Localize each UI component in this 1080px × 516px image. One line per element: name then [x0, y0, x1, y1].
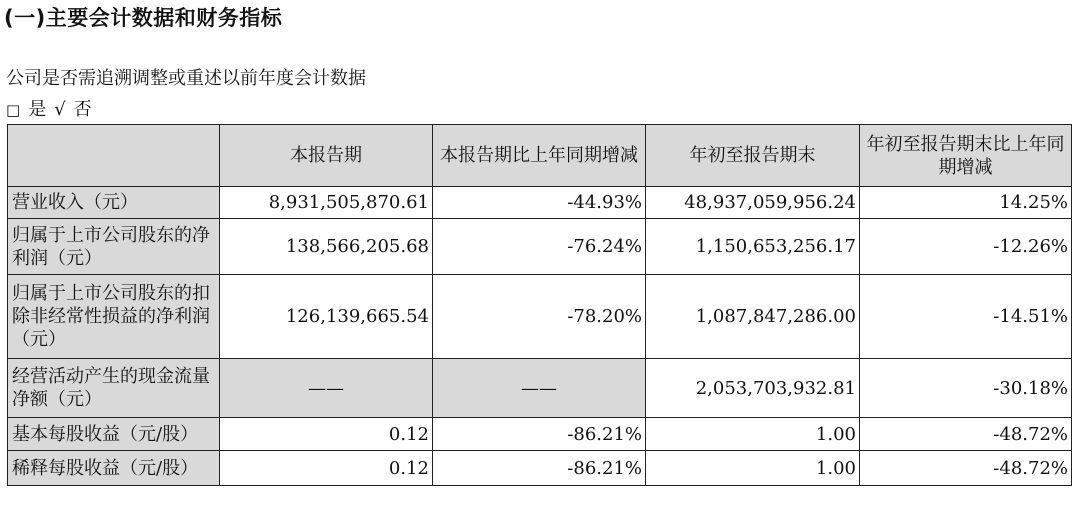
table-cell: -12.26% — [860, 219, 1072, 275]
restatement-options — [6, 95, 100, 121]
table-cell-na: —— — [433, 359, 646, 418]
table-cell: 138,566,205.68 — [220, 219, 433, 275]
table-cell: 0.12 — [220, 451, 433, 486]
financial-data-table — [7, 124, 1072, 486]
table-cell: 1,150,653,256.17 — [646, 219, 860, 275]
table-row — [8, 219, 1072, 275]
table-row — [8, 359, 1072, 418]
table-row — [8, 275, 1072, 359]
header-ytd: 年初至报告期末 — [646, 125, 860, 187]
header-cell-blank — [8, 125, 220, 187]
yes-checkbox[interactable]: □ — [6, 101, 21, 119]
table-cell: -86.21% — [433, 451, 646, 486]
table-cell: 1.00 — [646, 451, 860, 486]
table-cell: 2,053,703,932.81 — [646, 359, 860, 418]
table-cell: 14.25% — [860, 187, 1072, 219]
row-label: 归属于上市公司股东的扣除非经常性损益的净利润（元） — [8, 275, 220, 359]
no-label: 否 — [73, 99, 92, 120]
table-row — [8, 187, 1072, 219]
header-ytd-yoy: 年初至报告期末比上年同期增减 — [860, 125, 1072, 187]
table-cell: -30.18% — [860, 359, 1072, 418]
table-header-row — [8, 125, 1072, 187]
table-cell: 0.12 — [220, 418, 433, 451]
table-row — [8, 418, 1072, 451]
row-label: 经营活动产生的现金流量净额（元） — [8, 359, 220, 418]
header-current-period-yoy: 本报告期比上年同期增减 — [433, 125, 646, 187]
header-current-period: 本报告期 — [220, 125, 433, 187]
row-label: 营业收入（元） — [8, 187, 220, 219]
row-label: 基本每股收益（元/股） — [8, 418, 220, 451]
table-cell: -44.93% — [433, 187, 646, 219]
table-cell: 1,087,847,286.00 — [646, 275, 860, 359]
table-cell: -14.51% — [860, 275, 1072, 359]
row-label: 归属于上市公司股东的净利润（元） — [8, 219, 220, 275]
table-cell: -48.72% — [860, 418, 1072, 451]
table-cell-na: —— — [220, 359, 433, 418]
table-cell: -78.20% — [433, 275, 646, 359]
yes-label: 是 — [28, 99, 47, 120]
table-cell: 48,937,059,956.24 — [646, 187, 860, 219]
table-cell: 126,139,665.54 — [220, 275, 433, 359]
table-cell: -48.72% — [860, 451, 1072, 486]
table-cell: -86.21% — [433, 418, 646, 451]
table-cell: 8,931,505,870.61 — [220, 187, 433, 219]
table-cell: 1.00 — [646, 418, 860, 451]
table-row — [8, 451, 1072, 486]
section-heading: (一)主要会计数据和财务指标 — [4, 6, 283, 30]
row-label: 稀释每股收益（元/股） — [8, 451, 220, 486]
table-cell: -76.24% — [433, 219, 646, 275]
restatement-question: 公司是否需追溯调整或重述以前年度会计数据 — [6, 68, 366, 89]
check-mark-icon: √ — [54, 99, 66, 120]
